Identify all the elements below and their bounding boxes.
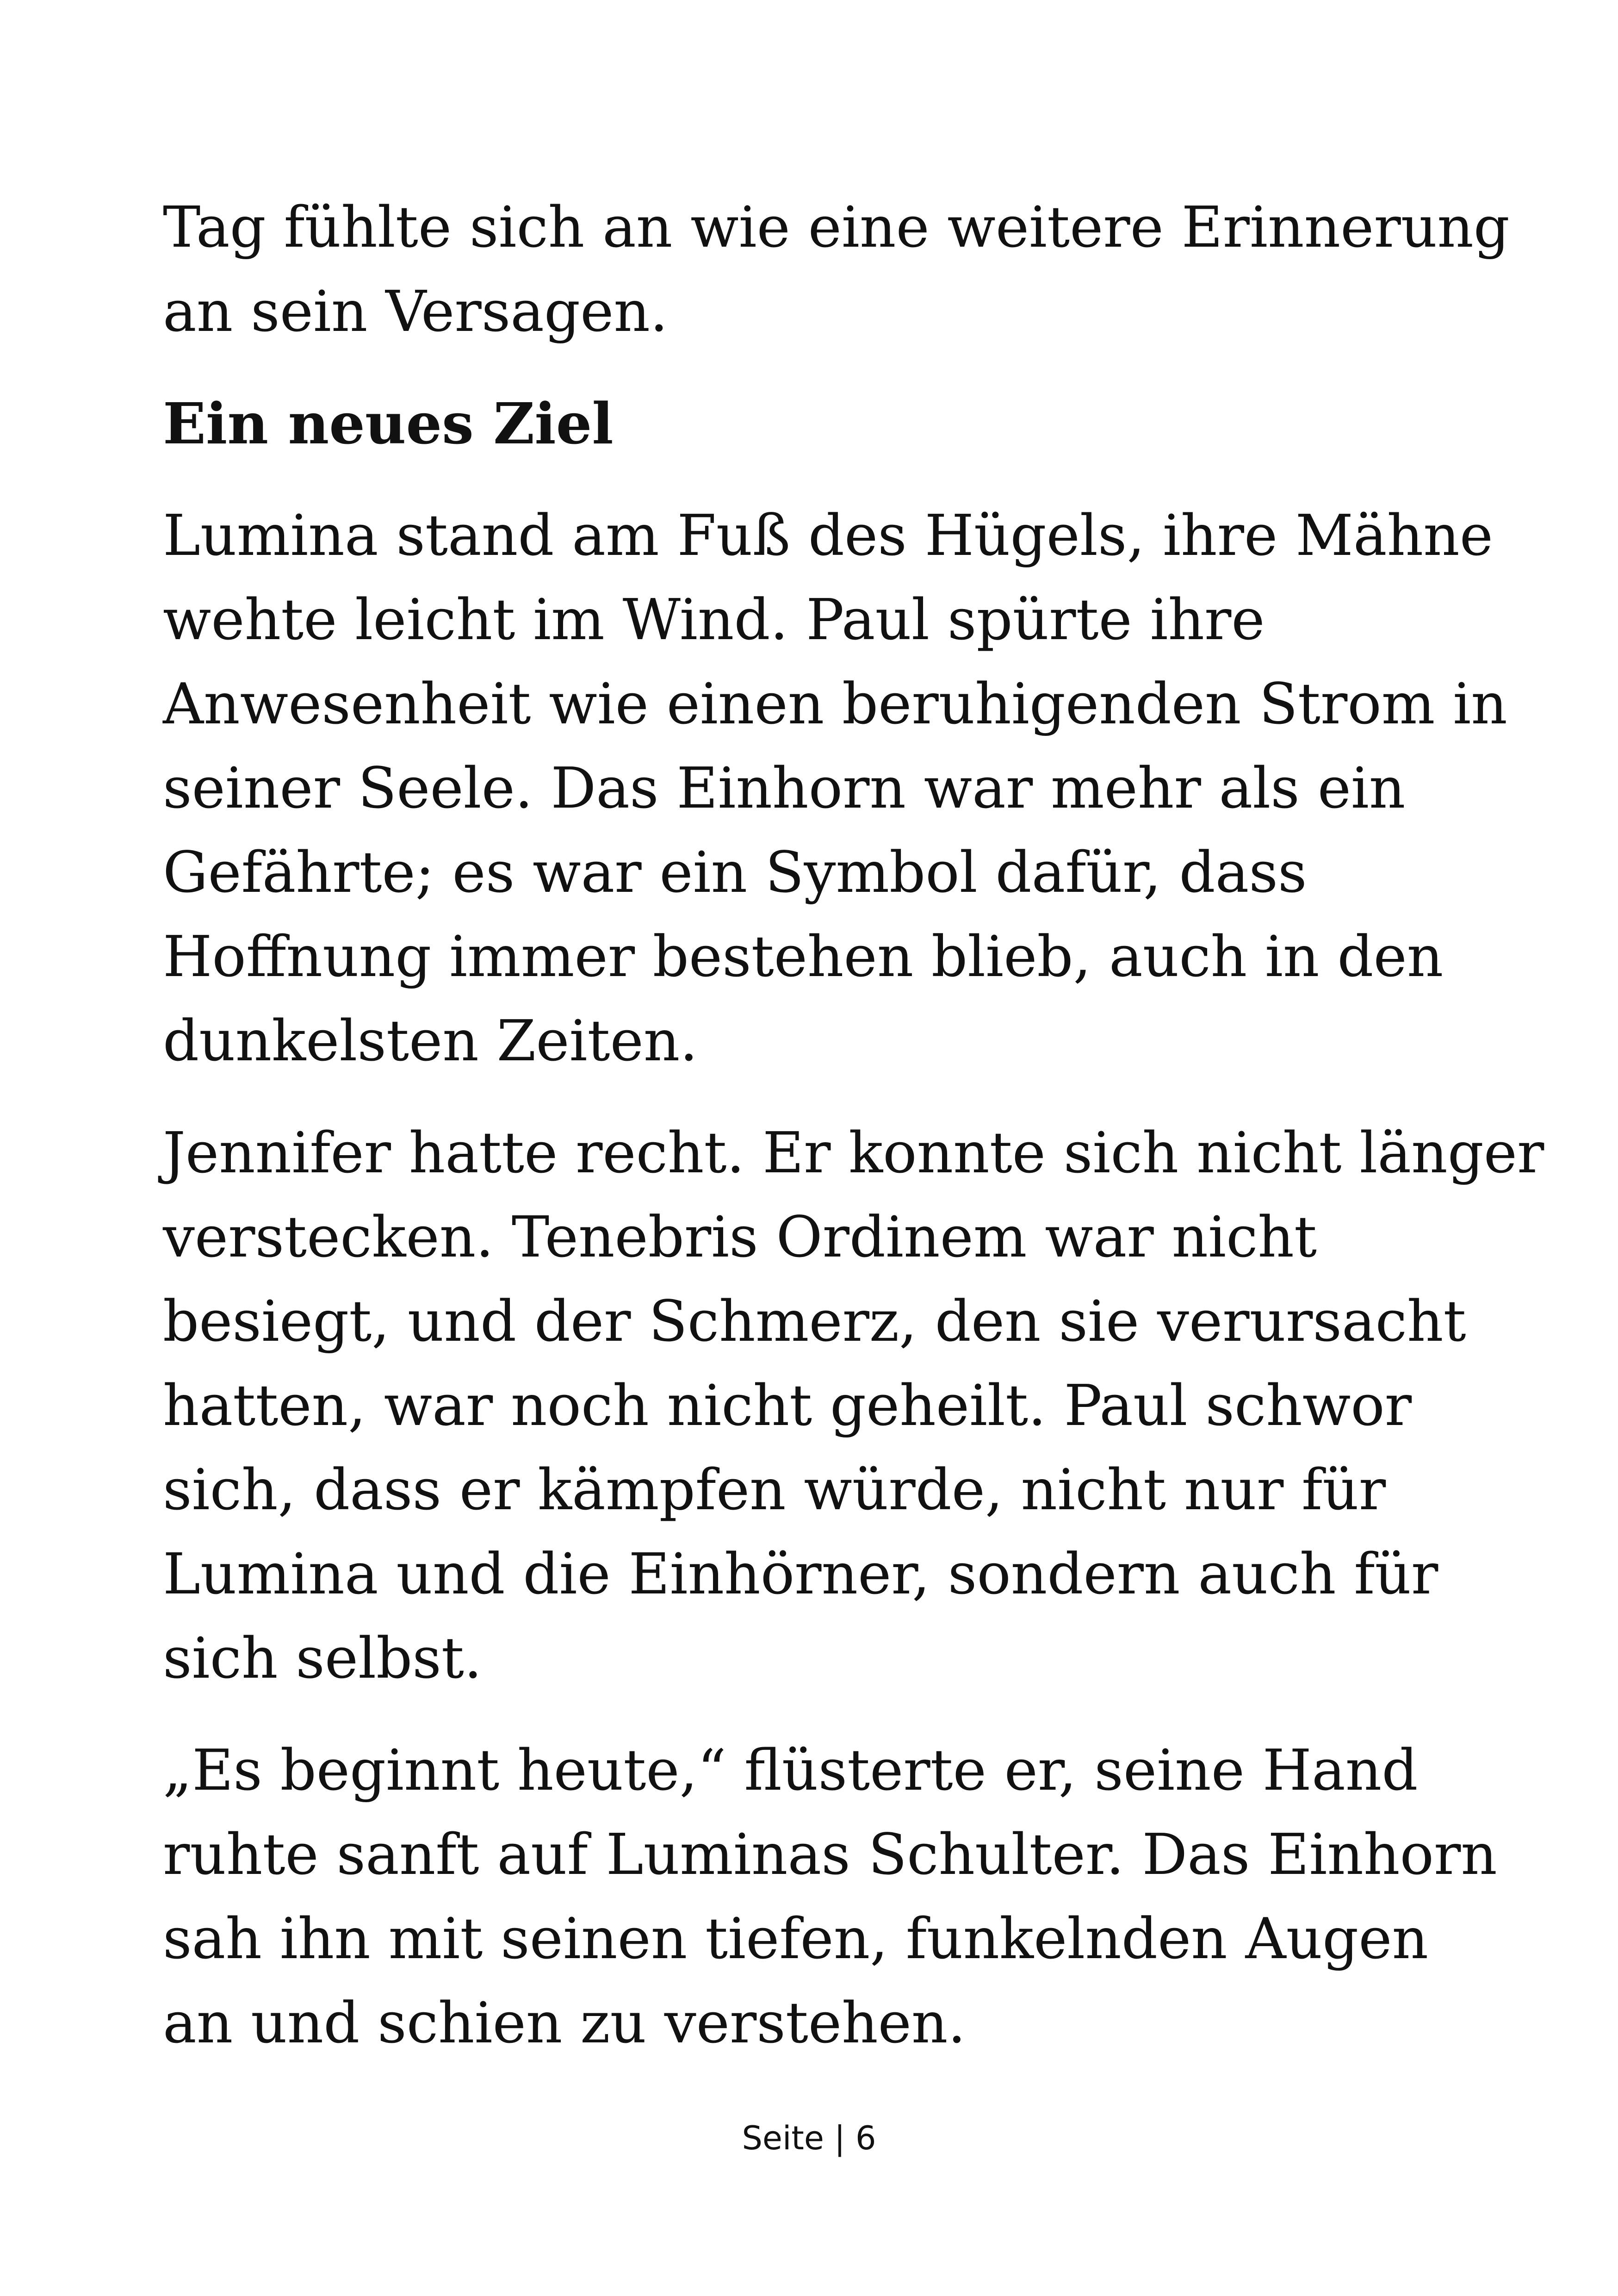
text-line: Lumina stand am Fuß des Hügels, ihre Mähne: [163, 503, 1493, 568]
page-content: [163, 185, 1544, 2093]
paragraph: [163, 493, 1507, 1083]
text-line: an sein Versagen.: [163, 279, 668, 344]
paragraph: [163, 1111, 1544, 1700]
text-line: Hoffnung immer bestehen blieb, auch in den: [163, 924, 1444, 989]
text-line: seiner Seele. Das Einhorn war mehr als ein: [163, 755, 1406, 821]
text-line: sich, dass er kämpfen würde, nicht nur für: [163, 1457, 1386, 1523]
text-line: sah ihn mit seinen tiefen, funkelnden Augen: [163, 1906, 1429, 1972]
text-line: Lumina und die Einhörner, sondern auch für: [163, 1541, 1438, 1607]
page-number: Seite | 6: [742, 2119, 876, 2157]
text-line: sich selbst.: [163, 1625, 482, 1691]
text-line: Gefährte; es war ein Symbol dafür, dass: [163, 840, 1307, 905]
text-line: dunkelsten Zeiten.: [163, 1008, 698, 1074]
section-heading: Ein neues Ziel: [163, 390, 614, 457]
text-line: Anwesenheit wie einen beruhigenden Strom in: [163, 671, 1507, 737]
paragraph: [163, 185, 1510, 354]
paragraph: [163, 1728, 1497, 2065]
text-line: an und schien zu verstehen.: [163, 1990, 966, 2056]
text-line: Jennifer hatte recht. Er konnte sich nicht länger: [163, 1120, 1544, 1186]
text-line: „Es beginnt heute,“ flüsterte er, seine Hand: [163, 1737, 1418, 1803]
text-line: verstecken. Tenebris Ordinem war nicht: [163, 1204, 1317, 1270]
text-line: hatten, war noch nicht geheilt. Paul schwor: [163, 1373, 1412, 1438]
text-line: Tag fühlte sich an wie eine weitere Erinnerung: [163, 194, 1510, 260]
text-line: ruhte sanft auf Luminas Schulter. Das Einhorn: [163, 1822, 1497, 1887]
text-line: wehte leicht im Wind. Paul spürte ihre: [163, 587, 1265, 653]
text-line: besiegt, und der Schmerz, den sie verursacht: [163, 1288, 1466, 1354]
